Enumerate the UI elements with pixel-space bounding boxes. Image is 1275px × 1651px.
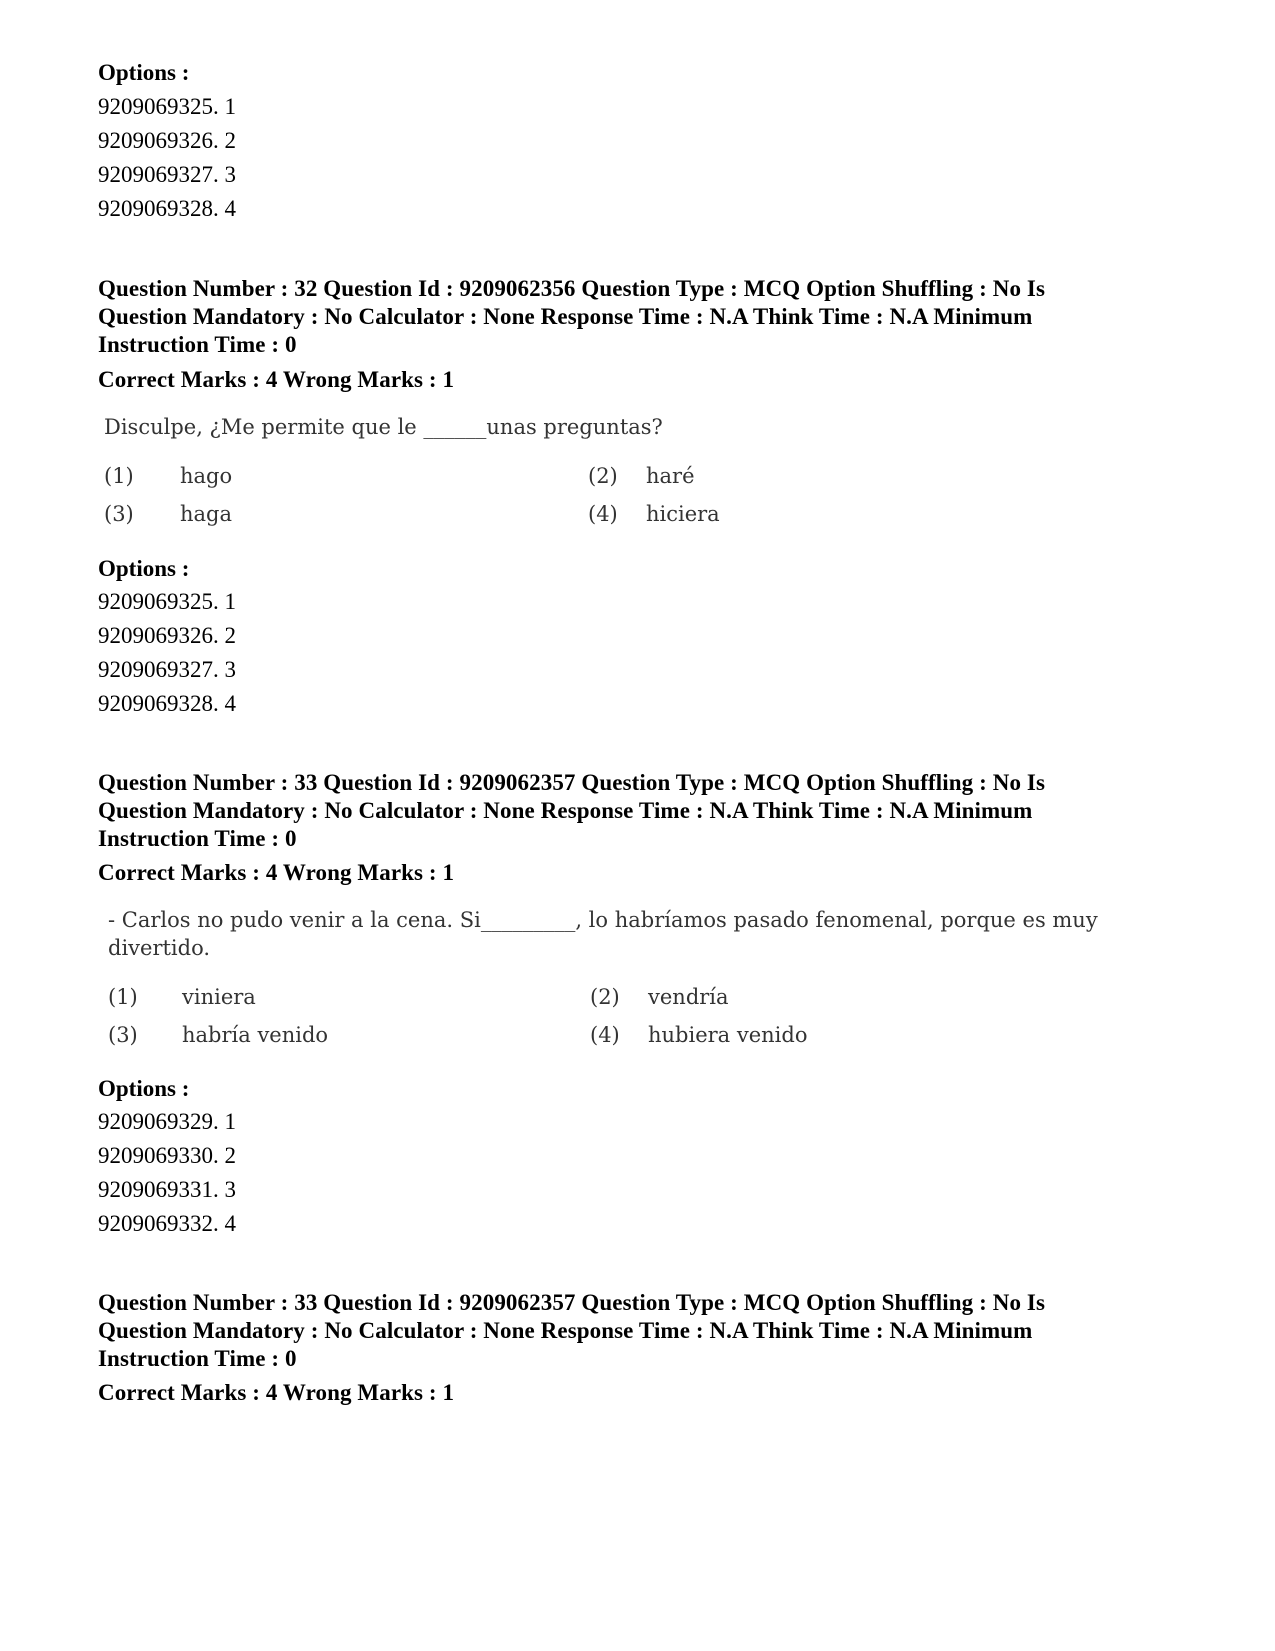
choice-number: (1) bbox=[108, 985, 138, 1009]
choice-text: hago bbox=[180, 464, 233, 488]
question-header-line: Instruction Time : 0 bbox=[98, 1346, 297, 1371]
choice-number: (4) bbox=[590, 1023, 620, 1047]
option-item: 9209069331. 3 bbox=[98, 1177, 236, 1202]
option-item: 9209069329. 1 bbox=[98, 1109, 236, 1134]
choice-text: hubiera venido bbox=[648, 1023, 808, 1047]
option-item: 9209069326. 2 bbox=[98, 128, 236, 153]
option-item: 9209069328. 4 bbox=[98, 196, 236, 221]
question-text: Disculpe, ¿Me permite que le ______unas preguntas? bbox=[104, 415, 663, 439]
option-item: 9209069332. 4 bbox=[98, 1211, 236, 1236]
choice-text: vendría bbox=[648, 985, 729, 1009]
choice-text: haga bbox=[180, 502, 233, 526]
options-title: Options : bbox=[98, 556, 190, 581]
question-header-line: Question Number : 33 Question Id : 9209062357 Question Type : MCQ Option Shuffling : No Is bbox=[98, 770, 1046, 795]
options-title: Options : bbox=[98, 60, 190, 85]
choice-number: (1) bbox=[104, 464, 134, 488]
option-item: 9209069325. 1 bbox=[98, 94, 236, 119]
options-title: Options : bbox=[98, 1076, 190, 1101]
option-item: 9209069325. 1 bbox=[98, 589, 236, 614]
marks-line: Correct Marks : 4 Wrong Marks : 1 bbox=[98, 367, 455, 392]
choice-text: habría venido bbox=[182, 1023, 329, 1047]
marks-line: Correct Marks : 4 Wrong Marks : 1 bbox=[98, 1380, 455, 1405]
question-header-line: Question Mandatory : No Calculator : None Response Time : N.A Think Time : N.A Minimum bbox=[98, 1318, 1033, 1343]
question-text: - Carlos no pudo venir a la cena. Si_________, lo habríamos pasado fenomenal, porque es muy bbox=[108, 908, 1098, 932]
option-item: 9209069328. 4 bbox=[98, 691, 236, 716]
question-header-line: Instruction Time : 0 bbox=[98, 332, 297, 357]
question-text: divertido. bbox=[108, 936, 211, 960]
question-header-line: Question Number : 32 Question Id : 9209062356 Question Type : MCQ Option Shuffling : No Is bbox=[98, 276, 1046, 301]
option-item: 9209069327. 3 bbox=[98, 162, 236, 187]
option-item: 9209069327. 3 bbox=[98, 657, 236, 682]
question-header-line: Question Mandatory : No Calculator : None Response Time : N.A Think Time : N.A Minimum bbox=[98, 798, 1033, 823]
choice-number: (3) bbox=[108, 1023, 138, 1047]
choice-text: haré bbox=[646, 464, 695, 488]
choice-number: (4) bbox=[588, 502, 618, 526]
option-item: 9209069330. 2 bbox=[98, 1143, 236, 1168]
choice-number: (3) bbox=[104, 502, 134, 526]
question-header-line: Question Mandatory : No Calculator : None Response Time : N.A Think Time : N.A Minimum bbox=[98, 304, 1033, 329]
option-item: 9209069326. 2 bbox=[98, 623, 236, 648]
choice-text: hiciera bbox=[646, 502, 720, 526]
question-header-line: Question Number : 33 Question Id : 9209062357 Question Type : MCQ Option Shuffling : No Is bbox=[98, 1290, 1046, 1315]
choice-number: (2) bbox=[590, 985, 620, 1009]
marks-line: Correct Marks : 4 Wrong Marks : 1 bbox=[98, 860, 455, 885]
question-header-line: Instruction Time : 0 bbox=[98, 826, 297, 851]
choice-number: (2) bbox=[588, 464, 618, 488]
choice-text: viniera bbox=[182, 985, 256, 1009]
